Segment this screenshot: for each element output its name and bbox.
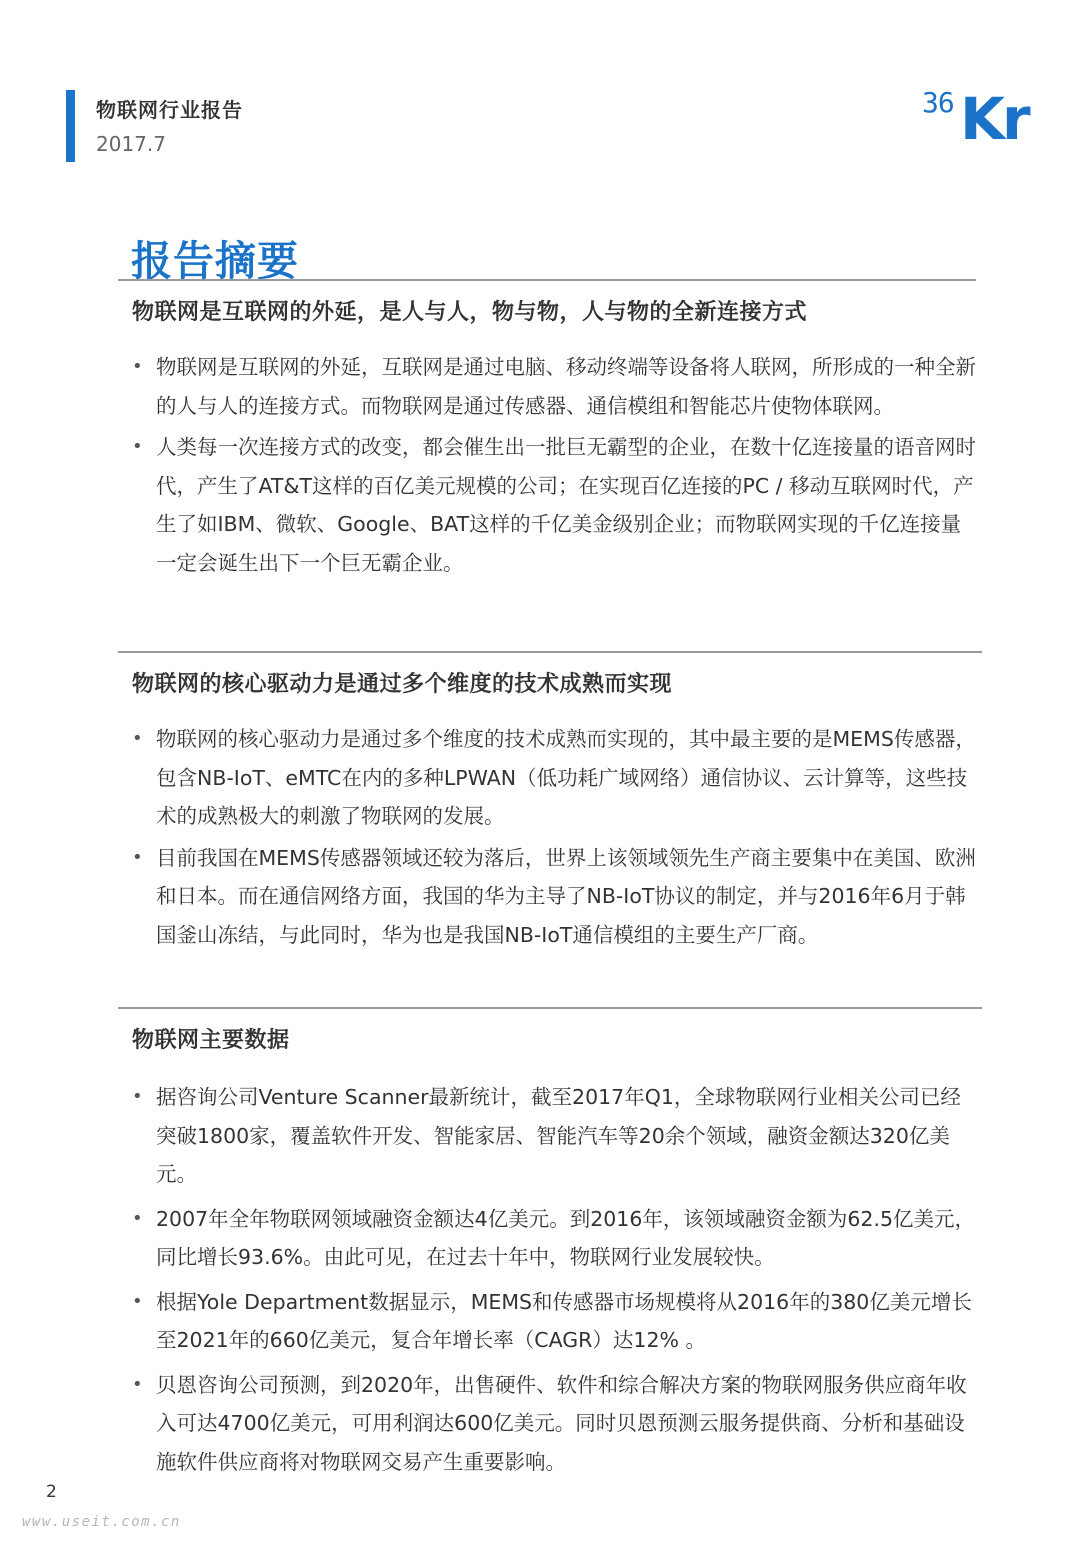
- header-accent-bar: [66, 90, 75, 162]
- list-item: [118, 720, 978, 836]
- bullet-text: 贝恩咨询公司预测，到2020年，出售硬件、软件和综合解决方案的物联网服务供应商年收入可达4700亿美元，可用利润达600亿美元。同时贝恩预测云服务提供商、分析和基础设施软件供应商将对物联网交易产生重要影响。: [156, 1372, 967, 1474]
- list-item: [118, 1283, 978, 1360]
- report-date: 2017.7: [96, 132, 166, 156]
- summary-section-3: [118, 1007, 978, 1481]
- bullet-text: 据咨询公司Venture Scanner最新统计，截至2017年Q1，全球物联网行业相关公司已经突破1800家，覆盖软件开发、智能家居、智能汽车等20余个领域，融资金额达320亿美元。: [156, 1085, 961, 1186]
- bullet-list: [118, 348, 978, 582]
- bullet-dot: •: [132, 846, 143, 868]
- bullet-text: 2007年全年物联网领域融资金额达4亿美元。到2016年，该领域融资金额为62.5亿美元，同比增长93.6%。由此可见，在过去十年中，物联网行业发展较快。: [156, 1206, 976, 1269]
- bullet-list: [118, 720, 978, 954]
- list-item: [118, 428, 978, 582]
- bullet-text: 物联网的核心驱动力是通过多个维度的技术成熟而实现的，其中最主要的是MEMS传感器，包含NB-IoT、eMTC在内的多种LPWAN（低功耗广域网络）通信协议、云计算等，这些技术的成熟极大的刺激了物联网的发展。: [156, 727, 976, 828]
- summary-section-2: [118, 651, 978, 954]
- page-number: 2: [46, 1482, 57, 1502]
- bullet-dot: •: [132, 356, 143, 377]
- section-heading: 物联网主要数据: [132, 1028, 290, 1053]
- 36kr-logo: [918, 84, 1038, 154]
- bullet-dot: •: [132, 1290, 143, 1312]
- bullet-dot: •: [132, 728, 143, 749]
- logo-number: 36: [922, 86, 954, 119]
- bullet-text: 人类每一次连接方式的改变，都会催生出一批巨无霸型的企业，在数十亿连接量的语音网时代，产生了AT&T这样的百亿美元规模的公司；在实现百亿连接的PC / 移动互联网时代，产生了如IBM、微软、Google、BAT这样的千亿美金级别企业；而物联网实现的千亿连接量一定会诞生出下一个巨无霸企业。: [156, 435, 976, 575]
- bullet-list: [118, 1078, 978, 1481]
- bullet-dot: •: [132, 1086, 143, 1107]
- list-item: [118, 1200, 978, 1277]
- bullet-text: 物联网是互联网的外延，互联网是通过电脑、移动终端等设备将人联网，所形成的一种全新的人与人的连接方式。而物联网是通过传感器、通信模组和智能芯片使物体联网。: [156, 355, 976, 418]
- page-title: 报告摘要: [131, 237, 299, 285]
- section-heading: 物联网是互联网的外延，是人与人，物与物，人与物的全新连接方式: [132, 300, 808, 325]
- bullet-dot: •: [132, 1207, 143, 1229]
- section-heading: 物联网的核心驱动力是通过多个维度的技术成熟而实现: [132, 672, 673, 697]
- bullet-text: 目前我国在MEMS传感器领域还较为落后，世界上该领域领先生产商主要集中在美国、欧洲和日本。而在通信网络方面，我国的华为主导了NB-IoT协议的制定，并与2016年6月于韩国釜山冻结，与此同时，华为也是我国NB-IoT通信模组的主要生产厂商。: [156, 845, 976, 947]
- bullet-dot: •: [132, 436, 143, 457]
- report-title: 物联网行业报告: [96, 98, 243, 122]
- bullet-text: 根据Yole Department数据显示，MEMS和传感器市场规模将从2016年的380亿美元增长至2021年的660亿美元，复合年增长率（CAGR）达12% 。: [156, 1289, 972, 1352]
- list-item: [118, 348, 978, 425]
- section-divider: [118, 1007, 982, 1009]
- section-divider: [118, 651, 982, 653]
- list-item: [118, 1366, 978, 1482]
- logo-letters: Kr: [960, 85, 1028, 153]
- section-divider: [118, 279, 976, 281]
- list-item: [118, 1078, 978, 1194]
- bullet-dot: •: [132, 1373, 143, 1395]
- summary-section-1: [118, 279, 978, 582]
- list-item: [118, 839, 978, 955]
- watermark: www.useit.com.cn: [22, 1514, 181, 1530]
